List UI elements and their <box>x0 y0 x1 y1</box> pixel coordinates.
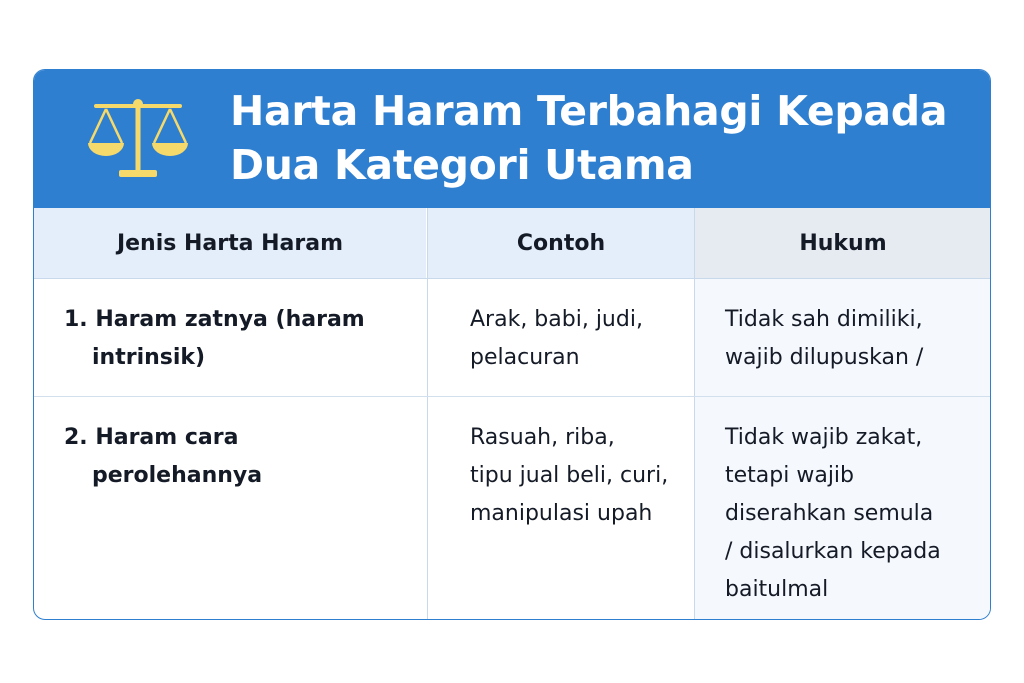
scales-of-justice-icon <box>86 96 196 182</box>
table-header-row <box>34 208 990 279</box>
cell-hukum: Tidak wajib zakat, tetapi wajib diserahkan semula / disalurkan kepada baitulmal <box>725 425 941 602</box>
page-title: Harta Haram Terbahagi Kepada Dua Kategori Utama <box>230 87 948 189</box>
table-row <box>34 279 990 397</box>
cell-jenis: 1. Haram zatnya (haram intrinsik) <box>64 307 365 370</box>
title-banner <box>34 70 990 208</box>
header-jenis: Jenis Harta Haram <box>116 230 344 256</box>
cell-hukum: Tidak sah dimiliki, wajib dilupuskan / <box>725 307 924 370</box>
cell-jenis: 2. Haram cara perolehannya <box>64 425 263 488</box>
haram-wealth-table <box>34 208 990 619</box>
header-contoh: Contoh <box>516 230 606 256</box>
table-row <box>34 397 990 619</box>
cell-contoh: Rasuah, riba, tipu jual beli, curi, manipulasi upah <box>470 425 669 526</box>
cell-contoh: Arak, babi, judi, pelacuran <box>470 307 643 370</box>
header-hukum: Hukum <box>799 230 887 256</box>
info-card <box>33 69 991 620</box>
